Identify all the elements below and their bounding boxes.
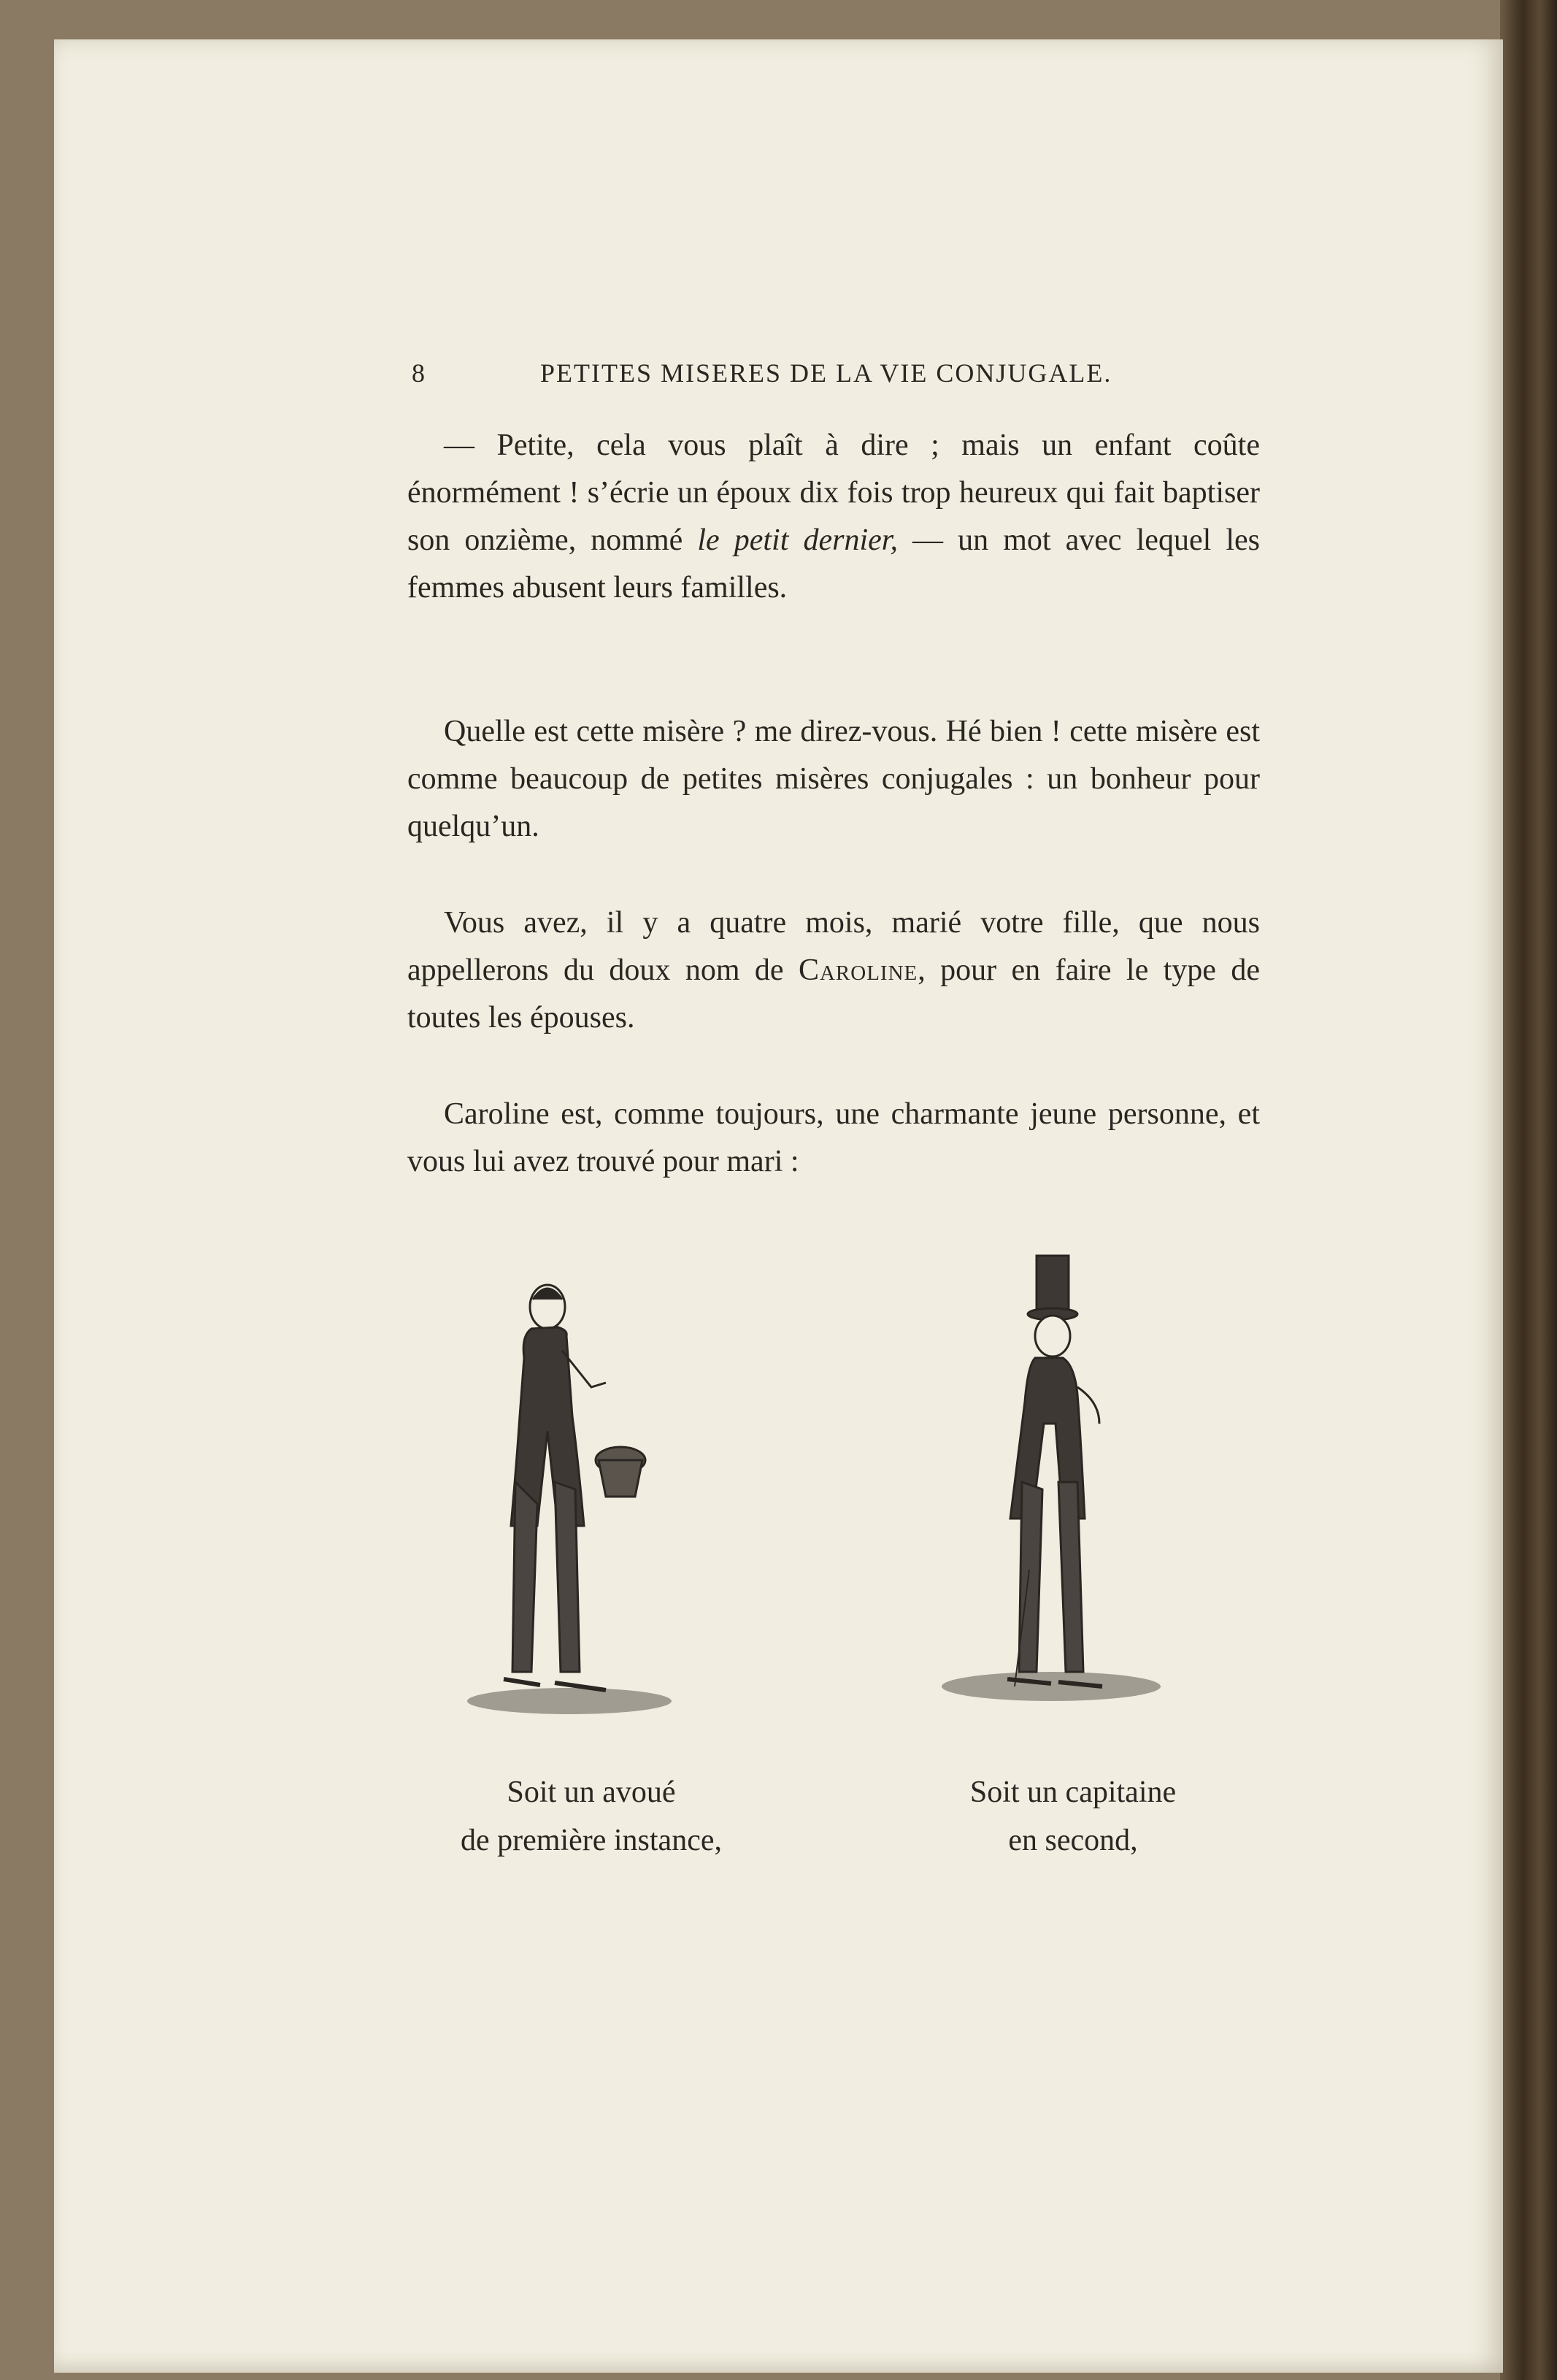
caption-left-line-1: Soit un avoué — [507, 1776, 676, 1809]
caption-right-line-1: Soit un capitaine — [969, 1776, 1177, 1809]
caption-right-line-2: en second, — [1008, 1824, 1138, 1857]
paragraph-3 — [407, 899, 1260, 1042]
paragraph-3-text-c: , pour en faire le type de toutes les épouses. — [407, 953, 1260, 1034]
paragraph-2-text: Quelle est cette misère ? me direz-vous. Hé bien ! cette misère est comme beaucoup de petites misères conjugales : un bonheur pour quelqu’un. — [407, 715, 1260, 843]
caption-left — [409, 1768, 774, 1865]
paragraph-4 — [407, 1091, 1260, 1186]
paragraph-4-text: Caroline est, comme toujours, une charmante jeune personne, et vous lui avez trouvé pour mari : — [407, 1097, 1260, 1178]
paragraph-1 — [407, 422, 1260, 612]
caption-right — [891, 1768, 1256, 1865]
paragraph-1-text-a: — Petite, cela vous plaît à dire ; mais un enfant coûte énormément ! s’écrie un époux dix fois trop heureux qui fait baptiser son onzième, nommé — [407, 429, 1260, 557]
running-title: PETITES MISERES DE LA VIE CONJUGALE. — [540, 358, 1112, 388]
book-edge — [1500, 0, 1557, 2380]
paragraph-3-smallcaps: Caroline — [798, 953, 918, 987]
paragraph-1-italic: le petit dernier, — [697, 523, 898, 557]
paragraph-3-text-a: Vous avez, il y a quatre mois, marié votre fille, que nous appellerons du doux nom de — [407, 906, 1260, 987]
caption-left-line-2: de première instance, — [461, 1824, 722, 1857]
illustration-lawyer — [453, 1263, 730, 1730]
book-page — [54, 39, 1503, 2373]
illustration-captain — [934, 1241, 1197, 1738]
paragraph-1-text-c: — un mot avec lequel les femmes abusent leurs familles. — [407, 523, 1261, 604]
paragraph-2 — [407, 708, 1260, 851]
page-number: 8 — [412, 358, 426, 388]
